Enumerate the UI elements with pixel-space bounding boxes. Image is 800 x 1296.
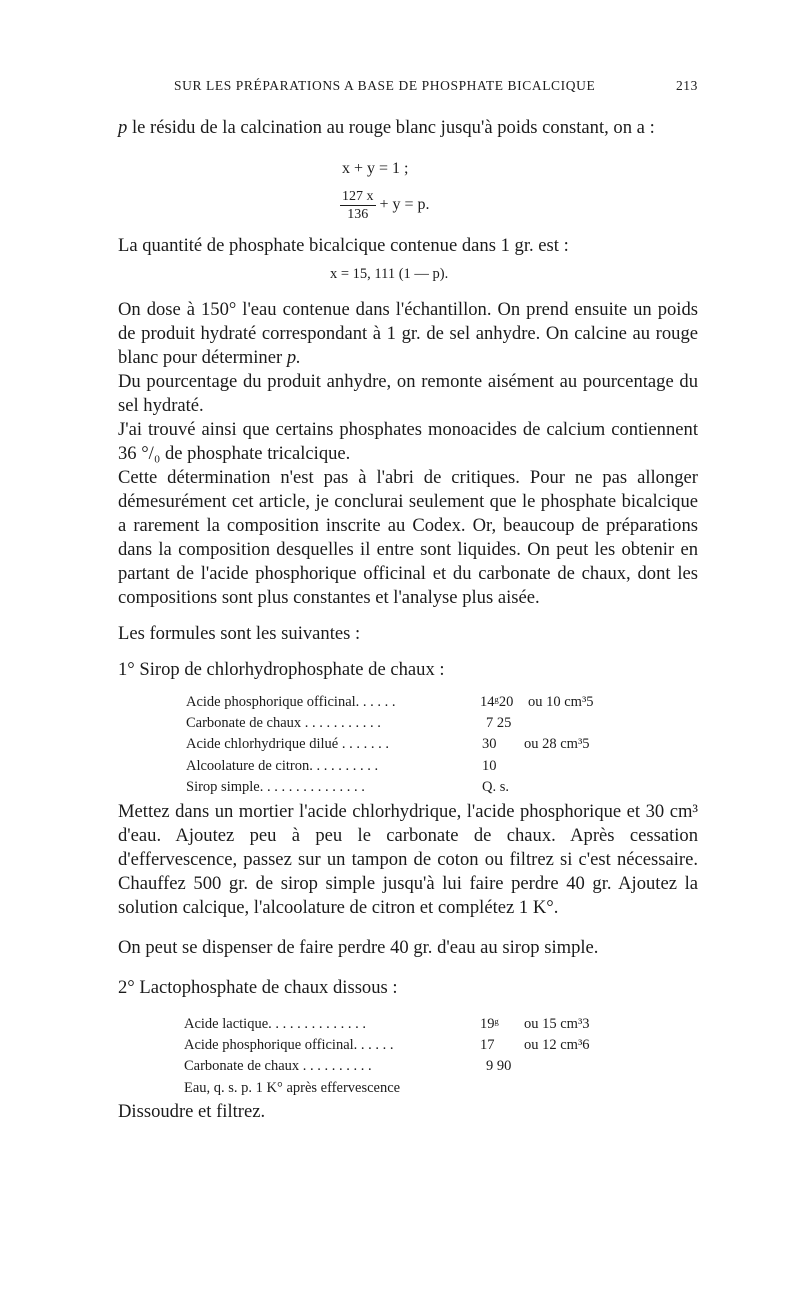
recipe-2-heading: 2° Lactophosphate de chaux dissous : [118, 977, 398, 998]
ingredient-volume: ou 12 cm³6 [524, 1037, 590, 1054]
recipe-row [184, 1078, 644, 1099]
recipe-row [184, 1014, 644, 1035]
equation-2 [340, 188, 430, 223]
ingredient-quantity: 9 90 [486, 1058, 512, 1075]
ingredient-label: Eau, q. s. p. 1 K° après effervescence [184, 1079, 401, 1096]
ingredient-quantity: 7 25 [486, 715, 512, 732]
ingredient-quantity: 19ᵍ [480, 1016, 499, 1032]
ingredient-quantity: 17 [480, 1037, 495, 1054]
ingredient-label: Acide phosphorique officinal. . . . . . [186, 694, 396, 710]
ingredient-label: Carbonate de chaux . . . . . . . . . . . [186, 715, 381, 732]
recipe-2-table [184, 1014, 644, 1099]
recipe-row [186, 734, 646, 755]
page-number: 213 [675, 78, 698, 93]
equation-2-fraction [340, 188, 376, 223]
paragraph-5: Les formules sont les suivantes : [118, 623, 361, 644]
ingredient-quantity: 14ᵍ20 [480, 694, 514, 710]
paragraph-1 [118, 298, 698, 370]
recipe-row [186, 756, 646, 777]
paragraph-4: Cette détermination n'est pas à l'abri de critiques. Pour ne pas allonger démesurément cet article, je conclurai seulement que le phosphate bicalcique a rarement la composition inscrite au Codex. Or, beaucoup de préparations dans la composition desquelles il entre sont liquides. On peut les obtenir en partant de l'acide phosphorique officinal et du carbonate de chaux, dont les compositions sont plus constantes et l'analyse plus aisée. [118, 467, 698, 608]
paragraph-2: Du pourcentage du produit anhydre, on remonte aisément au pourcentage du sel hydraté. [118, 371, 698, 416]
paragraph-3: J'ai trouvé ainsi que certains phosphates monoacides de calcium contiennent 36 °/₀ de phosphate tricalcique. [118, 419, 698, 464]
ingredient-label: Alcoolature de citron. . . . . . . . . . [186, 757, 379, 774]
instructions-1: Mettez dans un mortier l'acide chlorhydrique, l'acide phosphorique et 30 cm³ d'eau. Ajoutez peu à peu le carbonate de chaux. Après cessation d'effervescence, passez sur un tampon de coton ou filtrez si c'est nécessaire. Chauffez 500 gr. de sirop simple jusqu'à lui faire perdre 40 gr. Ajoutez la solution calcique, l'alcoolature de citron et complétez 1 K°. [118, 801, 698, 918]
recipe-row [186, 713, 646, 734]
paragraph-1-variable: p. [286, 347, 301, 368]
quantity-text: La quantité de phosphate bicalcique contenue dans 1 gr. est : [118, 235, 569, 256]
equation-2-rest: + y = p. [379, 196, 430, 214]
ingredient-label: Carbonate de chaux . . . . . . . . . . [184, 1058, 372, 1075]
ingredient-label: Acide chlorhydrique dilué . . . . . . . [186, 736, 389, 753]
header-title: SUR LES PRÉPARATIONS A BASE DE PHOSPHATE BICALCIQUE [174, 78, 596, 93]
ingredient-volume: ou 10 cm³5 [528, 694, 594, 710]
closing-line: Dissoudre et filtrez. [118, 1101, 266, 1122]
ingredient-quantity: 30 [482, 736, 497, 753]
instructions-1-note: On peut se dispenser de faire perdre 40 gr. d'eau au sirop simple. [118, 937, 599, 958]
intro-text: le résidu de la calcination au rouge blanc jusqu'à poids constant, on a : [131, 117, 655, 138]
equation-2-numerator: 127 x [342, 189, 374, 204]
equation-1: x + y = 1 ; [342, 160, 409, 177]
intro-paragraph [118, 116, 698, 140]
recipe-row [186, 777, 646, 798]
ingredient-label: Sirop simple. . . . . . . . . . . . . . . [186, 778, 365, 795]
ingredient-quantity: Q. s. [482, 778, 509, 795]
ingredient-label: Acide lactique. . . . . . . . . . . . . . [184, 1016, 367, 1032]
recipe-1-heading: 1° Sirop de chlorhydrophosphate de chaux : [118, 659, 445, 680]
equation-3: x = 15, 111 (1 — p). [330, 266, 449, 282]
intro-variable: p [118, 117, 128, 138]
recipe-row [184, 1035, 644, 1056]
recipe-row [186, 692, 646, 713]
ingredient-volume: ou 15 cm³3 [524, 1016, 590, 1032]
paragraph-1-text: On dose à 150° l'eau contenue dans l'échantillon. On prend ensuite un poids de produit hydraté correspondant à 1 gr. de sel anhydre. On calcine au rouge blanc pour déterminer [118, 299, 698, 368]
recipe-row [184, 1056, 644, 1077]
quantity-sentence [118, 234, 698, 258]
ingredient-label: Acide phosphorique officinal. . . . . . [184, 1037, 394, 1054]
recipe-1-table [186, 692, 646, 798]
ingredient-volume: ou 28 cm³5 [524, 736, 590, 753]
ingredient-quantity: 10 [482, 757, 497, 774]
equation-2-denominator: 136 [347, 207, 369, 222]
